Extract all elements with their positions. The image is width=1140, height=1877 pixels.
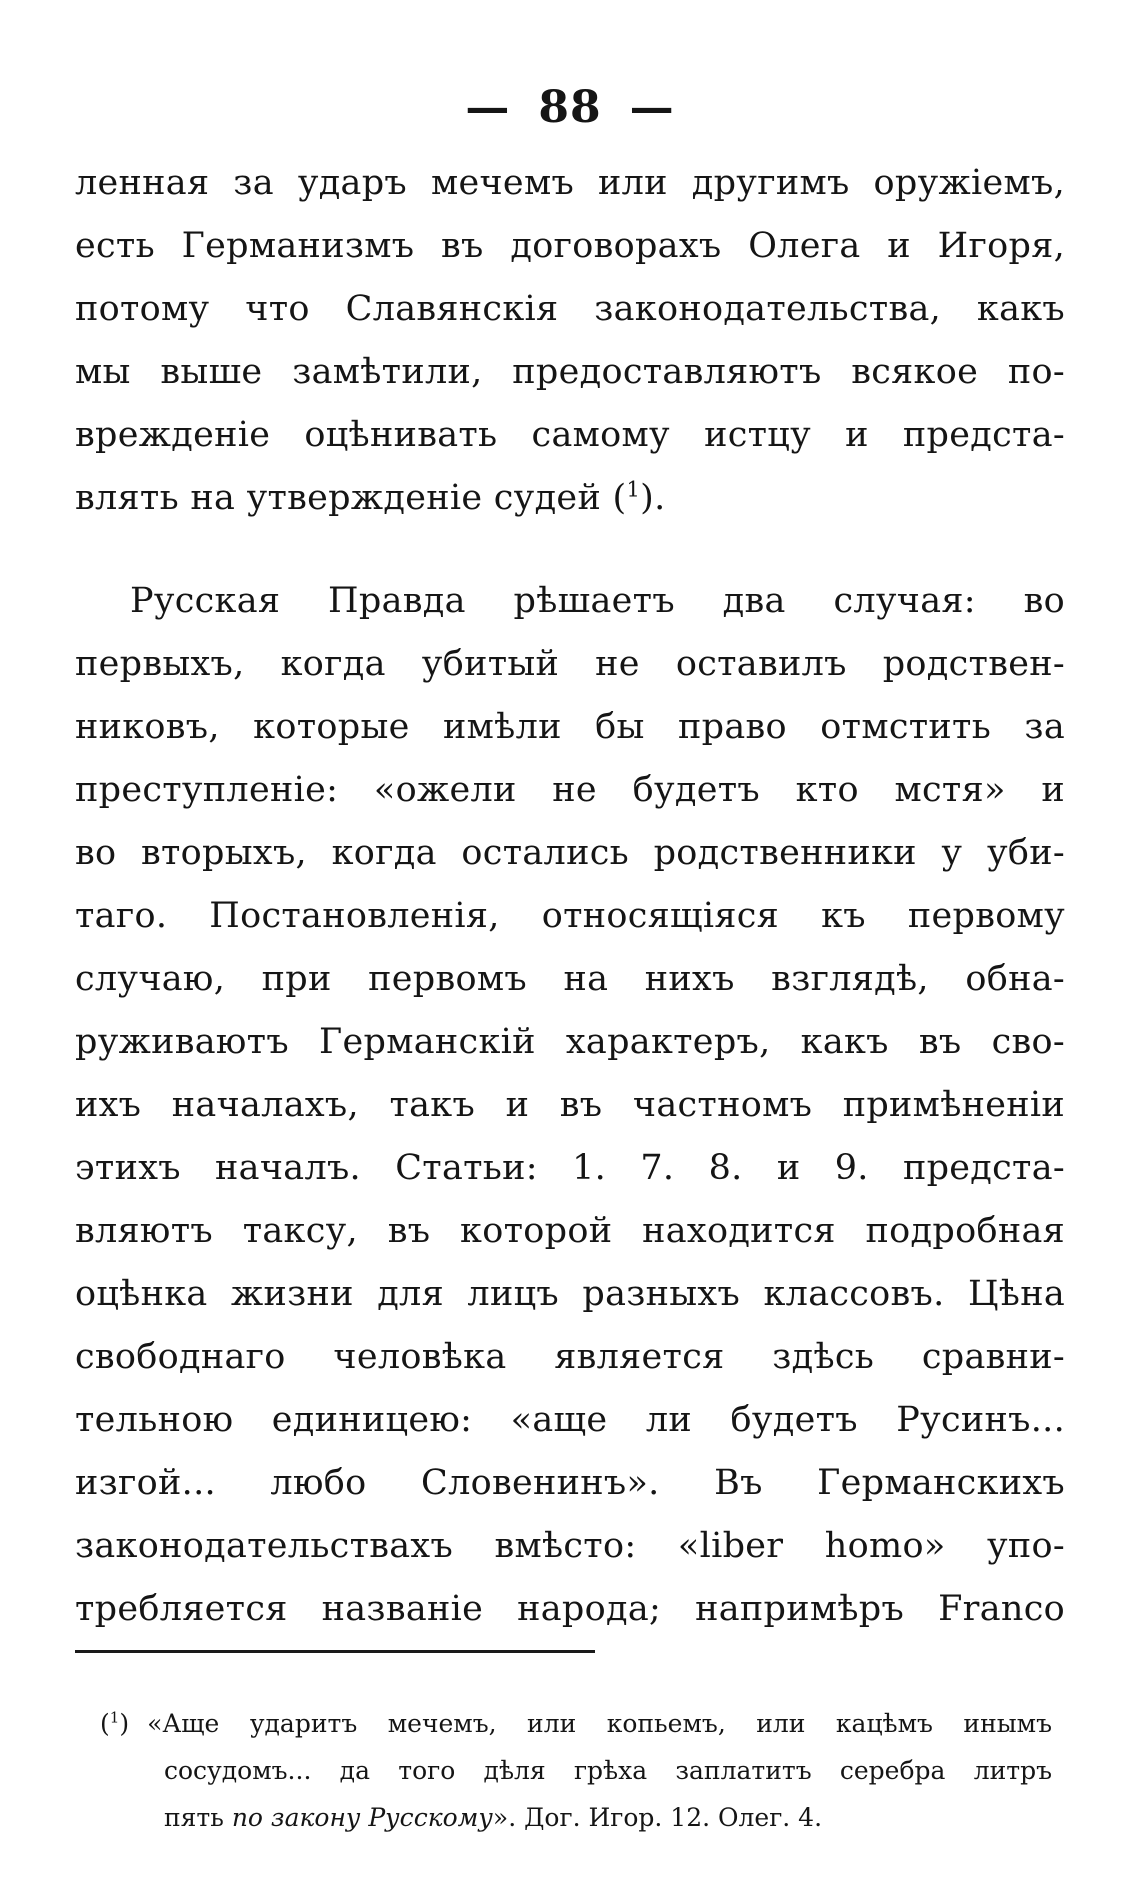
footnote-text: ». Дог. Игор. 12. Олег. 4. bbox=[492, 1803, 823, 1832]
footnote bbox=[100, 1700, 1052, 1841]
text-line: оцѣнка жизни для лицъ разныхъ классовъ. Цѣна bbox=[75, 1274, 1065, 1314]
footnote-line bbox=[100, 1700, 1052, 1747]
text-line: есть Германизмъ въ договорахъ Олега и Игоря, bbox=[75, 226, 1065, 266]
text-line: потому что Славянскія законодательства, какъ bbox=[75, 289, 1065, 329]
text-line: преступленіе: «ожели не будетъ кто мстя» и bbox=[75, 770, 1065, 810]
footnote-divider bbox=[75, 1650, 595, 1653]
footnote-text: пять bbox=[164, 1803, 232, 1832]
text-line: ихъ началахъ, такъ и въ частномъ примѣненіи bbox=[75, 1085, 1065, 1125]
text-line: свободнаго человѣка является здѣсь сравни- bbox=[75, 1337, 1065, 1377]
text-line: первыхъ, когда убитый не оставилъ родствен- bbox=[75, 644, 1065, 684]
text-line: этихъ началъ. Статьи: 1. 7. 8. и 9. предста- bbox=[75, 1148, 1065, 1188]
paragraph-continuation bbox=[75, 152, 1065, 530]
footnote-reference: 1 bbox=[626, 477, 641, 502]
text-line: требляется названіе народа; напримѣръ Franco bbox=[75, 1589, 1065, 1629]
page-header bbox=[0, 78, 1140, 138]
text-line: таго. Постановленія, относящіяся къ первому bbox=[75, 896, 1065, 936]
text-line-part: влять на утвержденіе судей ( bbox=[75, 478, 627, 518]
text-line: вляютъ таксу, въ которой находится подробная bbox=[75, 1211, 1065, 1251]
footnote-marker-number: 1 bbox=[109, 1708, 120, 1727]
footnote-marker-close: ) bbox=[119, 1709, 130, 1738]
text-line: изгой... любо Словенинъ». Въ Германскихъ bbox=[75, 1463, 1065, 1503]
text-line: законодательствахъ вмѣсто: «liber homo» упо- bbox=[75, 1526, 1065, 1566]
footnote-marker bbox=[100, 1700, 129, 1747]
page-number: 88 bbox=[538, 82, 602, 133]
paragraph-russkaya-pravda bbox=[75, 570, 1065, 1641]
footnote-line-last bbox=[100, 1794, 1052, 1841]
text-line: случаю, при первомъ на нихъ взглядѣ, обна- bbox=[75, 959, 1065, 999]
text-line-indented: Русская Правда рѣшаетъ два случая: во bbox=[130, 581, 1065, 621]
text-line: врежденіе оцѣнивать самому истцу и предста- bbox=[75, 415, 1065, 455]
footnote-text: «Аще ударитъ мечемъ, или копьемъ, или кацѣмъ инымъ bbox=[147, 1709, 1052, 1738]
text-line: никовъ, которые имѣли бы право отмстить за bbox=[75, 707, 1065, 747]
footnote-italic-text: по закону Русскому bbox=[231, 1803, 493, 1832]
text-line: тельною единицею: «аще ли будетъ Русинъ... bbox=[75, 1400, 1065, 1440]
text-line: мы выше замѣтили, предоставляютъ всякое по- bbox=[75, 352, 1065, 392]
footnote-line: сосудомъ... да того дѣля грѣха заплатитъ серебра литръ bbox=[164, 1756, 1052, 1785]
text-line: во вторыхъ, когда остались родственники у уби- bbox=[75, 833, 1065, 873]
header-dash-left: — bbox=[465, 82, 511, 133]
text-line-part: ). bbox=[640, 478, 666, 518]
text-line: ленная за ударъ мечемъ или другимъ оружіемъ, bbox=[75, 163, 1065, 203]
text-line: руживаютъ Германскій характеръ, какъ въ сво- bbox=[75, 1022, 1065, 1062]
footnote-marker-open: ( bbox=[100, 1709, 110, 1738]
header-dash-right: — bbox=[629, 82, 675, 133]
text-line-last bbox=[75, 467, 1065, 530]
